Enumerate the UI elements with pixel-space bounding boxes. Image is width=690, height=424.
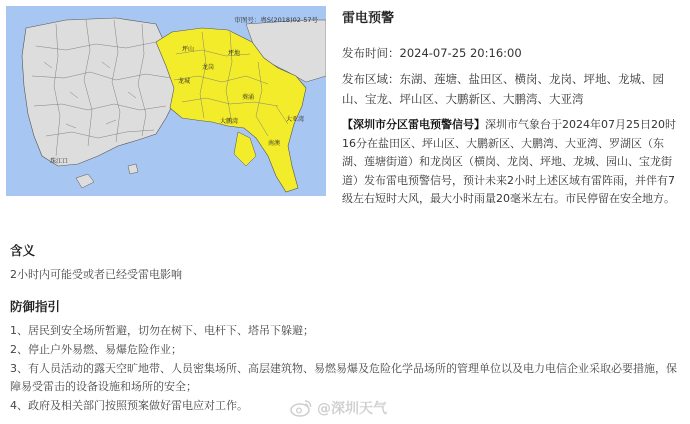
publish-time-label: 发布时间： [342, 46, 400, 60]
publish-area-value: 东湖、莲塘、盐田区、横岗、龙岗、坪地、龙城、园山、宝龙、坪山区、大鹏新区、大鹏湾、大亚湾 [342, 72, 664, 106]
guide-item: 3、有人员活动的露天空旷地带、人员密集场所、高层建筑物、易燃易爆及危险化学品场所的管理单位以及电力电信企业采取必要措施，保障易受雷击的设备设施和场所的安全； [10, 361, 677, 394]
alert-detail [342, 116, 684, 209]
watermark-text: @深圳天气 [317, 401, 387, 417]
alert-title: 雷电预警 [342, 11, 395, 26]
map-label-pingdi: 坪地 [228, 50, 241, 57]
map-label-longgang: 龙岗 [202, 64, 215, 71]
map-land-west [22, 18, 178, 166]
map-label-dayawan: 大亚湾 [286, 116, 305, 123]
warning-map [6, 6, 326, 196]
guide-item: 1、居民到安全场所暂避，切勿在树下、电杆下、塔吊下躲避； [10, 324, 314, 337]
meaning-section [10, 242, 680, 284]
weibo-watermark [290, 398, 387, 418]
guide-title: 防御指引 [10, 299, 61, 314]
publish-area-row [342, 70, 684, 109]
map-label-nanao: 南澳 [268, 140, 281, 147]
alert-detail-tag: 【深圳市分区雷电预警信号】 [342, 118, 485, 131]
publish-area-label: 发布区域： [342, 72, 400, 86]
publish-time-value: 2024-07-25 20:16:00 [399, 46, 522, 60]
map-label-pingshan: 坪山 [182, 46, 195, 53]
map-svg [6, 6, 326, 196]
publish-time-row [342, 44, 684, 63]
map-review-number: 审图号：粤S(2018)02-57号 [234, 16, 318, 24]
alert-info [342, 10, 684, 209]
map-label-kuichong: 葵涌 [242, 94, 255, 101]
meaning-title: 含义 [10, 243, 36, 258]
weibo-icon [290, 399, 312, 417]
map-label-longcheng: 龙城 [178, 78, 191, 85]
guide-item: 2、停止户外易燃、易爆危险作业； [10, 342, 182, 356]
alert-detail-text: 深圳市气象台于2024年07月25日20时16分在盐田区、坪山区、大鹏新区、大鹏湾、大亚湾、罗湖区（东湖、莲塘街道）和龙岗区（横岗、龙岗、坪地、龙城、园山、宝龙街道）发布雷电预警信号，预计未来2小时上述区域有雷阵雨，并伴有7级左右短时大风，最大小时雨量20毫米左右。市民停留在安全地方。 [342, 118, 676, 205]
meaning-text: 2小时内可能受或者已经受雷电影响 [10, 268, 182, 281]
guide-item: 4、政府及相关部门按照预案做好雷电应对工作。 [10, 399, 248, 413]
map-label-zhujiangkou: 珠江口 [50, 158, 69, 165]
map-label-dapeng: 大鹏湾 [220, 118, 239, 125]
